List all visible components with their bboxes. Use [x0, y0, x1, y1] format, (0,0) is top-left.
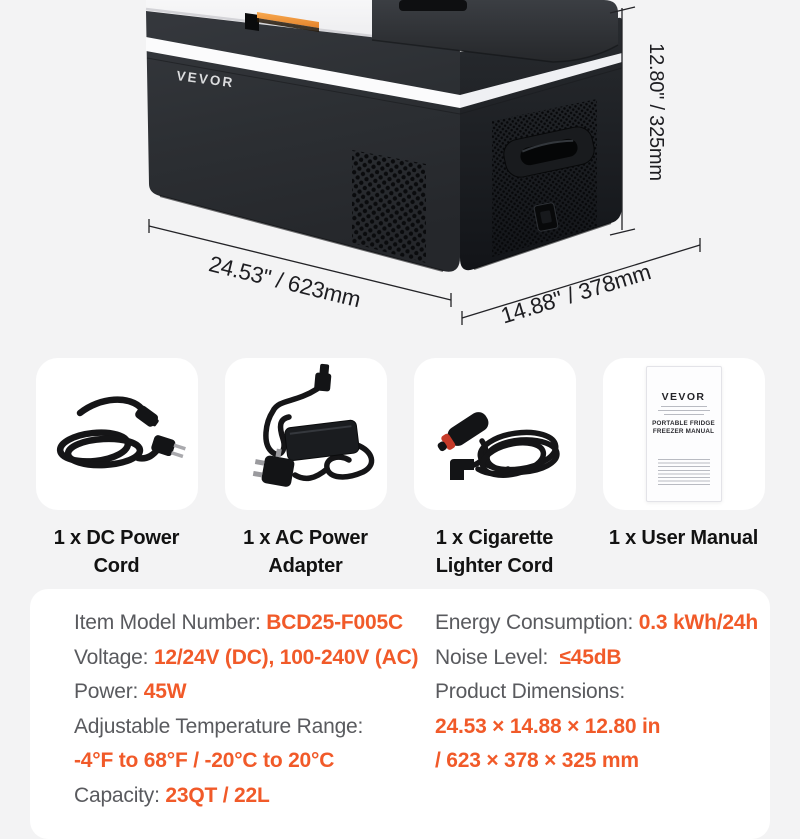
manual-subtext-line: [658, 410, 710, 412]
specs-left-column: [74, 606, 418, 813]
spec-temperature-range-label: Adjustable Temperature Range:: [74, 714, 364, 738]
spec-energy-consumption: Energy Consumption: 0.3 kWh/24h: [435, 611, 758, 634]
specs-right-column: [435, 606, 758, 779]
manual-title-line1: PORTABLE FRIDGE: [652, 420, 715, 427]
accessory-label: 1 x Cigarette Lighter Cord: [435, 527, 554, 577]
accessory-dc-power-cord: [22, 358, 211, 580]
adapter-brick: [284, 420, 359, 462]
user-manual-photo: [646, 366, 722, 502]
control-block-slot: [399, 0, 467, 11]
specs-panel: [30, 589, 770, 839]
manual-title-line2: FREEZER MANUAL: [652, 428, 715, 435]
accessory-card: [414, 358, 576, 510]
spec-temperature-range-value: -4°F to 68°F / -20°C to 20°C: [74, 749, 335, 772]
accessory-cigarette-lighter-cord: [400, 358, 589, 580]
spec-product-dimensions-in: 24.53 × 14.88 × 12.80 in: [435, 714, 661, 738]
manual-paragraph-lines: [658, 459, 710, 486]
accessory-card: [36, 358, 198, 510]
spec-product-dimensions-mm: / 623 × 378 × 325 mm: [435, 749, 639, 772]
us-plug: [150, 434, 187, 460]
depth-dimension-label: 14.88" / 378mm: [497, 259, 654, 329]
manual-tagline-line: [661, 406, 707, 408]
brand-logo: VEVOR: [175, 68, 236, 91]
width-dimension-label: 24.53" / 623mm: [206, 251, 364, 313]
dc-power-cord-photo: [42, 359, 192, 509]
manual-subtext-line: [664, 414, 704, 416]
dc-plug: [313, 363, 331, 391]
accessory-label: 1 x AC Power Adapter: [243, 527, 368, 577]
power-port: [534, 202, 559, 231]
spec-capacity: Capacity: 23QT / 22L: [74, 783, 270, 807]
spec-power: Power: 45W: [74, 680, 187, 703]
accessory-card: [603, 358, 765, 510]
spec-product-dimensions-label: Product Dimensions:: [435, 680, 625, 703]
accessory-user-manual: [589, 358, 778, 580]
accessory-label: 1 x User Manual: [608, 527, 759, 549]
accessory-card: [225, 358, 387, 510]
accessory-ac-power-adapter: [211, 358, 400, 580]
spec-item-model-number: Item Model Number: BCD25-F005C: [74, 611, 403, 634]
fridge-illustration: [0, 0, 800, 345]
accessories-row: [22, 358, 778, 580]
manual-title: [647, 420, 721, 436]
height-dimension-label: 12.80" / 325mm: [645, 43, 667, 181]
manual-brand-logo: VEVOR: [661, 391, 706, 403]
product-hero: [0, 0, 800, 345]
accessory-label: 1 x DC Power Cord: [53, 527, 180, 577]
right-angle-connector: [450, 459, 474, 480]
cigarette-lighter-cord-photo: [420, 359, 570, 509]
spec-voltage: Voltage: 12/24V (DC), 100-240V (AC): [74, 645, 419, 669]
spec-noise-level: Noise Level: ≤45dB: [435, 645, 622, 669]
ac-power-adapter-photo: [231, 359, 381, 509]
